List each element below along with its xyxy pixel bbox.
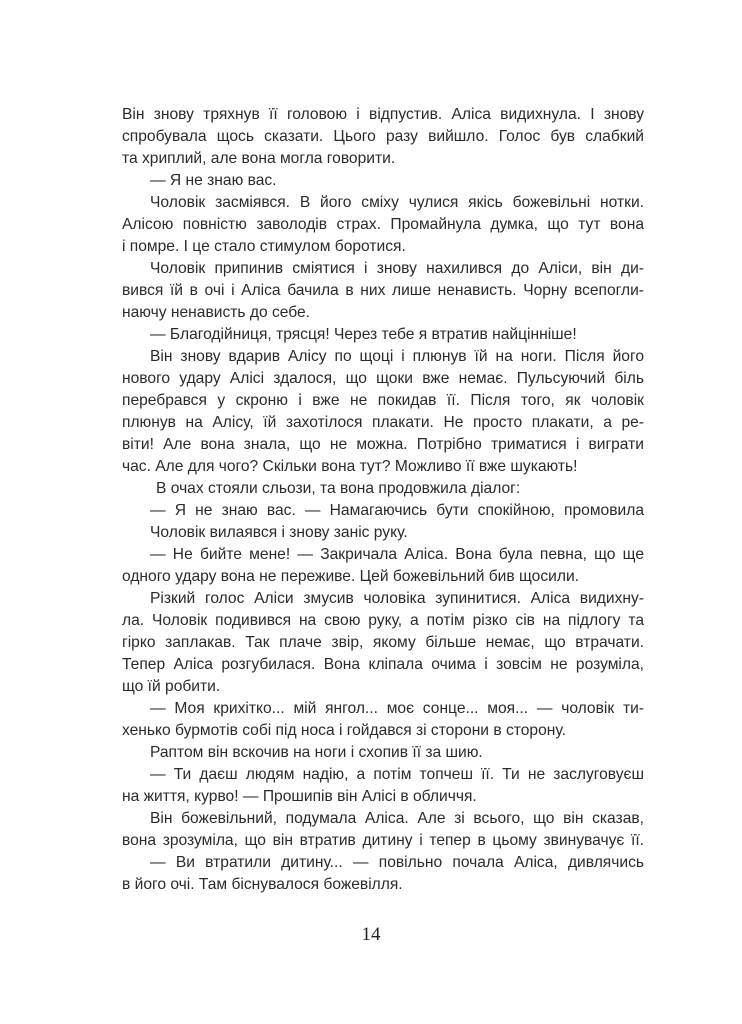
- text-line: Чоловік вилаявся і знову заніс руку.: [150, 524, 408, 541]
- text-line: — Я не знаю вас.: [150, 172, 277, 189]
- text-line: Тепер Аліса розгубилася. Вона кліпала очима і зовсім не розуміла,: [122, 656, 644, 673]
- text-line: нового удару Алісі здалося, що щоки вже немає. Пульсуючий біль: [122, 370, 644, 387]
- text-line: плюнув на Алісу, їй захотілося плакати. Не просто плакати, а ре-: [122, 414, 644, 431]
- body-text: [122, 104, 644, 896]
- text-line: гірко заплакав. Так плаче звір, якому більше немає, що втрачати.: [122, 634, 644, 651]
- text-line: — Благодійниця, трясця! Через тебе я втратив найцінніше!: [150, 326, 577, 343]
- text-line: — Ви втратили дитину... — повільно почала Аліса, дивлячись: [150, 854, 644, 871]
- text-line: хенько бурмотів собі під носа і гойдався зі сторони в сторону.: [122, 722, 566, 739]
- text-line: наючу ненависть до себе.: [122, 304, 311, 321]
- text-line: Алісою повністю заволодів страх. Промайнула думка, що тут вона: [122, 216, 644, 233]
- text-line: В очах стояли сльози, та вона продовжила діалог:: [156, 480, 521, 497]
- text-line: та хриплий, але вона могла говорити.: [122, 150, 396, 167]
- text-line: Він знову тряхнув її головою і відпустив. Аліса видихнула. І знову: [122, 106, 644, 123]
- text-line: — Ти даєш людям надію, а потім топчеш її. Ти не заслуговуєш: [150, 766, 644, 783]
- text-line: час. Але для чого? Скільки вона тут? Можливо її вже шукають!: [122, 458, 578, 475]
- text-line: що їй робити.: [122, 678, 221, 695]
- text-line: віти! Але вона знала, що не можна. Потрібно триматися і виграти: [122, 436, 644, 453]
- text-line: одного удару вона не переживе. Цей божевільний бив щосили.: [122, 568, 579, 585]
- text-line: — Я не знаю вас. — Намагаючись бути спокійною, промовила: [150, 502, 644, 519]
- text-line: і помре. І це стало стимулом боротися.: [122, 238, 406, 255]
- text-line: — Не бийте мене! — Закричала Аліса. Вона була певна, що ще: [150, 546, 644, 563]
- text-line: Різкий голос Аліси змусив чоловіка зупинитися. Аліса видихну-: [150, 590, 644, 607]
- text-line: в його очі. Там біснувалося божевілля.: [122, 876, 403, 893]
- text-line: Раптом він вскочив на ноги і схопив її за шию.: [150, 744, 483, 761]
- page-number: 14: [361, 924, 381, 945]
- text-line: ла. Чоловік подивився на свою руку, а потім різко сів на підлогу та: [122, 612, 644, 629]
- text-line: Він знову вдарив Алісу по щоці і плюнув їй на ноги. Після його: [150, 348, 644, 365]
- text-line: перебрався у скроню і вже не покидав її. Після того, як чоловік: [122, 392, 644, 409]
- text-line: Він божевільний, подумала Аліса. Але зі всього, що він сказав,: [150, 810, 644, 827]
- text-line: вона зрозуміла, що він втратив дитину і тепер в цьому звинувачує її.: [122, 832, 644, 849]
- text-line: — Моя крихітко... мій янгол... моє сонце... моя... — чоловік ти-: [150, 700, 644, 717]
- text-line: вився їй в очі і Аліса бачила в них лише ненависть. Чорну всепогли-: [122, 282, 644, 299]
- text-line: Чоловік припинив сміятися і знову нахилився до Аліси, він ди-: [150, 260, 644, 277]
- text-line: спробувала щось сказати. Цього разу вийшло. Голос був слабкий: [122, 128, 644, 145]
- text-line: Чоловік засміявся. В його сміху чулися якісь божевільні нотки.: [150, 194, 644, 211]
- text-line: на життя, курво! — Прошипів він Алісі в обличчя.: [122, 788, 477, 805]
